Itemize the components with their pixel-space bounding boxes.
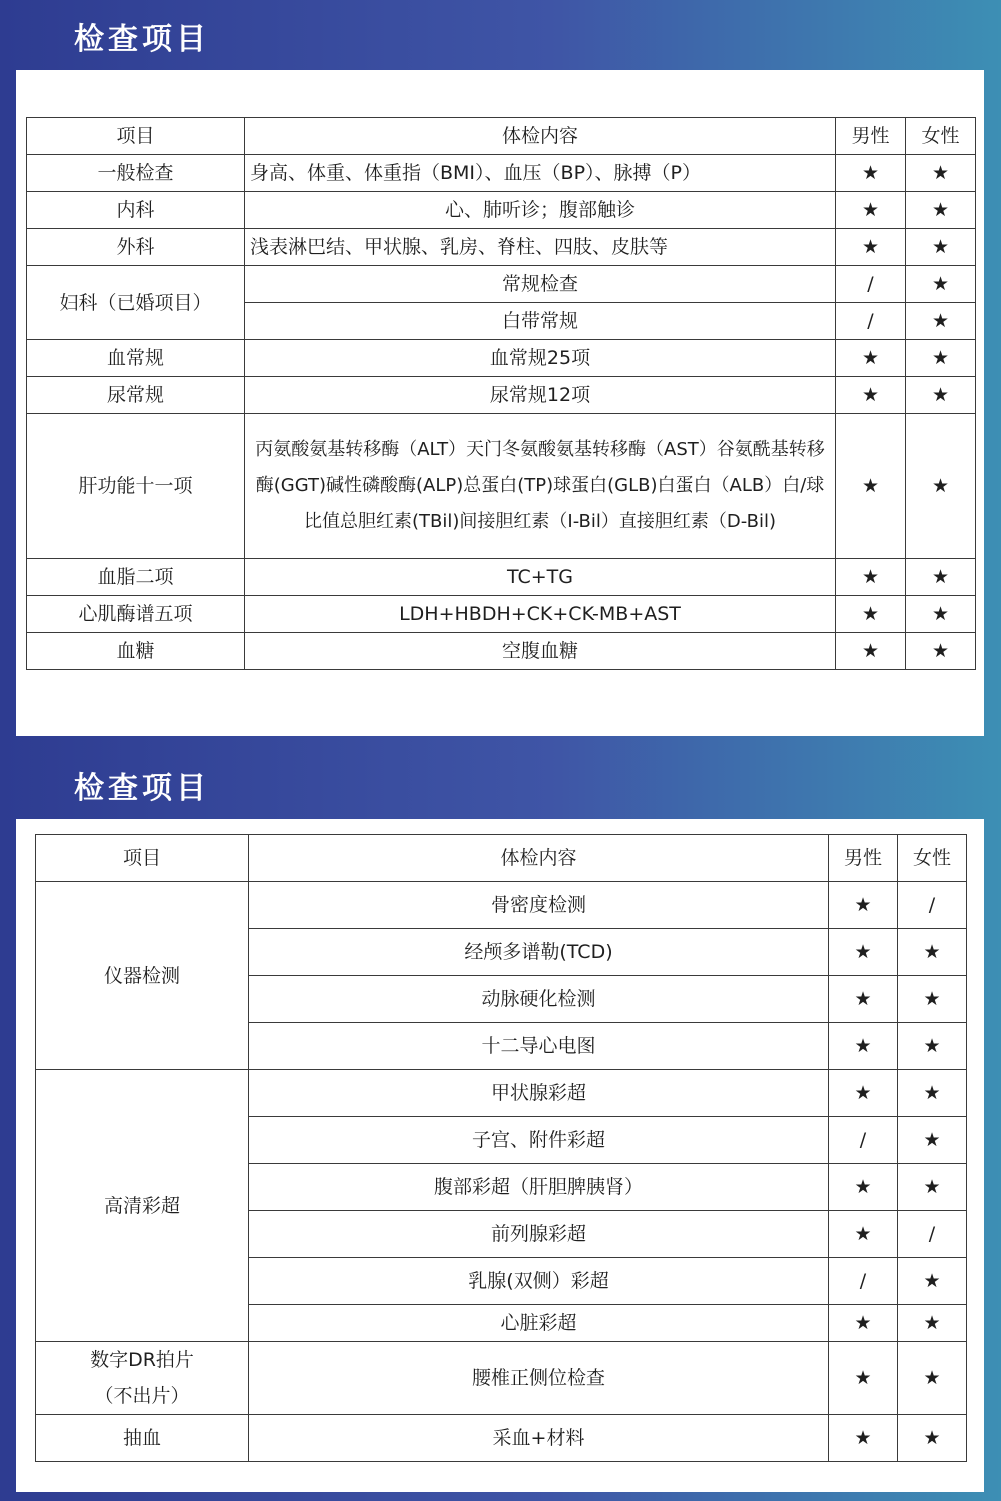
row-male: ★ [829, 976, 898, 1023]
row-content: 乳腺(双侧）彩超 [249, 1258, 829, 1305]
row-male: ★ [829, 1023, 898, 1070]
table-row [27, 633, 976, 670]
row-female: ★ [898, 929, 967, 976]
row-female: ★ [906, 414, 976, 559]
row-female: ★ [898, 1415, 967, 1462]
row-male: / [836, 266, 906, 303]
row-content: 心、肺听诊；腹部触诊 [245, 192, 836, 229]
table-card [16, 819, 984, 1492]
row-male: ★ [836, 633, 906, 670]
row-content: 子宫、附件彩超 [249, 1117, 829, 1164]
row-male: ★ [836, 229, 906, 266]
row-male: ★ [829, 1305, 898, 1342]
group-item: 仪器检测 [36, 882, 249, 1070]
row-female: ★ [906, 303, 976, 340]
table-row [36, 1070, 967, 1117]
row-male: ★ [829, 1164, 898, 1211]
row-content: 腰椎正侧位检查 [249, 1342, 829, 1415]
row-female: / [898, 1211, 967, 1258]
table-row [27, 229, 976, 266]
row-female: ★ [906, 340, 976, 377]
row-item: 血糖 [27, 633, 245, 670]
section-title: 检查项目 [74, 771, 210, 806]
group-item: 高清彩超 [36, 1070, 249, 1342]
table-row [36, 1415, 967, 1462]
row-male: ★ [836, 596, 906, 633]
row-content: 腹部彩超（肝胆脾胰肾） [249, 1164, 829, 1211]
header-content: 体检内容 [249, 835, 829, 882]
row-male: ★ [836, 192, 906, 229]
row-item: 血脂二项 [27, 559, 245, 596]
row-content: 心脏彩超 [249, 1305, 829, 1342]
row-content: 前列腺彩超 [249, 1211, 829, 1258]
row-male: ★ [829, 1415, 898, 1462]
section-panel-1 [0, 0, 1001, 749]
row-female: ★ [906, 377, 976, 414]
row-male: ★ [829, 1070, 898, 1117]
row-female: ★ [898, 1164, 967, 1211]
row-content: 浅表淋巴结、甲状腺、乳房、脊柱、四肢、皮肤等 [245, 229, 836, 266]
row-female: ★ [906, 633, 976, 670]
row-content: TC+TG [245, 559, 836, 596]
row-female: ★ [906, 155, 976, 192]
row-male: ★ [836, 559, 906, 596]
row-female: ★ [906, 266, 976, 303]
row-female: ★ [898, 1258, 967, 1305]
header-item: 项目 [36, 835, 249, 882]
row-female: ★ [906, 559, 976, 596]
table-row [27, 414, 976, 559]
row-male: ★ [829, 882, 898, 929]
table-row [27, 596, 976, 633]
table-row [27, 340, 976, 377]
row-female: ★ [898, 1070, 967, 1117]
table-header-row [36, 835, 967, 882]
row-female: ★ [898, 976, 967, 1023]
row-content: 尿常规12项 [245, 377, 836, 414]
table-row [36, 1342, 967, 1415]
table-header-row [27, 118, 976, 155]
row-content: 十二导心电图 [249, 1023, 829, 1070]
row-item: 肝功能十一项 [27, 414, 245, 559]
exam-table-1 [26, 117, 976, 670]
row-female: ★ [898, 1305, 967, 1342]
row-content: 白带常规 [245, 303, 836, 340]
row-content: 常规检查 [245, 266, 836, 303]
row-item: 心肌酶谱五项 [27, 596, 245, 633]
row-content: 丙氨酸氨基转移酶（ALT）天门冬氨酸氨基转移酶（AST）谷氨酰基转移酶(GGT)碱性磷酸酶(ALP)总蛋白(TP)球蛋白(GLB)白蛋白（ALB）白/球比值总胆红素(TBil)间接胆红素（I-Bil）直接胆红素（D-Bil) [245, 414, 836, 559]
section-title: 检查项目 [74, 22, 210, 57]
group-item: 抽血 [36, 1415, 249, 1462]
header-male: 男性 [829, 835, 898, 882]
row-female: / [898, 882, 967, 929]
header-content: 体检内容 [245, 118, 836, 155]
row-item: 血常规 [27, 340, 245, 377]
row-male: ★ [829, 1211, 898, 1258]
row-content: 采血+材料 [249, 1415, 829, 1462]
row-male: / [829, 1258, 898, 1305]
row-female: ★ [906, 192, 976, 229]
row-male: ★ [836, 414, 906, 559]
row-content: 动脉硬化检测 [249, 976, 829, 1023]
row-male: / [836, 303, 906, 340]
header-female: 女性 [906, 118, 976, 155]
table-row [27, 377, 976, 414]
row-female: ★ [898, 1342, 967, 1415]
row-content: 甲状腺彩超 [249, 1070, 829, 1117]
header-item: 项目 [27, 118, 245, 155]
table-card [16, 70, 984, 736]
row-item: 一般检查 [27, 155, 245, 192]
row-item: 妇科（已婚项目） [27, 266, 245, 340]
row-female: ★ [898, 1023, 967, 1070]
table-row [27, 559, 976, 596]
table-row [27, 192, 976, 229]
row-female: ★ [906, 596, 976, 633]
row-content: 经颅多谱勒(TCD) [249, 929, 829, 976]
header-male: 男性 [836, 118, 906, 155]
row-item: 尿常规 [27, 377, 245, 414]
row-male: ★ [829, 929, 898, 976]
row-female: ★ [906, 229, 976, 266]
row-female: ★ [898, 1117, 967, 1164]
row-male: ★ [836, 155, 906, 192]
header-female: 女性 [898, 835, 967, 882]
row-male: ★ [836, 377, 906, 414]
row-content: LDH+HBDH+CK+CK-MB+AST [245, 596, 836, 633]
row-male: ★ [836, 340, 906, 377]
row-male: / [829, 1117, 898, 1164]
table-row [36, 882, 967, 929]
row-content: 身高、体重、体重指（BMI）、血压（BP）、脉搏（P） [245, 155, 836, 192]
table-row [27, 155, 976, 192]
row-item: 外科 [27, 229, 245, 266]
table-row [27, 266, 976, 303]
section-panel-2 [0, 749, 1001, 1501]
row-content: 血常规25项 [245, 340, 836, 377]
row-male: ★ [829, 1342, 898, 1415]
row-content: 骨密度检测 [249, 882, 829, 929]
group-item: 数字DR拍片（不出片） [36, 1342, 249, 1415]
row-content: 空腹血糖 [245, 633, 836, 670]
exam-table-2 [35, 834, 967, 1462]
row-item: 内科 [27, 192, 245, 229]
